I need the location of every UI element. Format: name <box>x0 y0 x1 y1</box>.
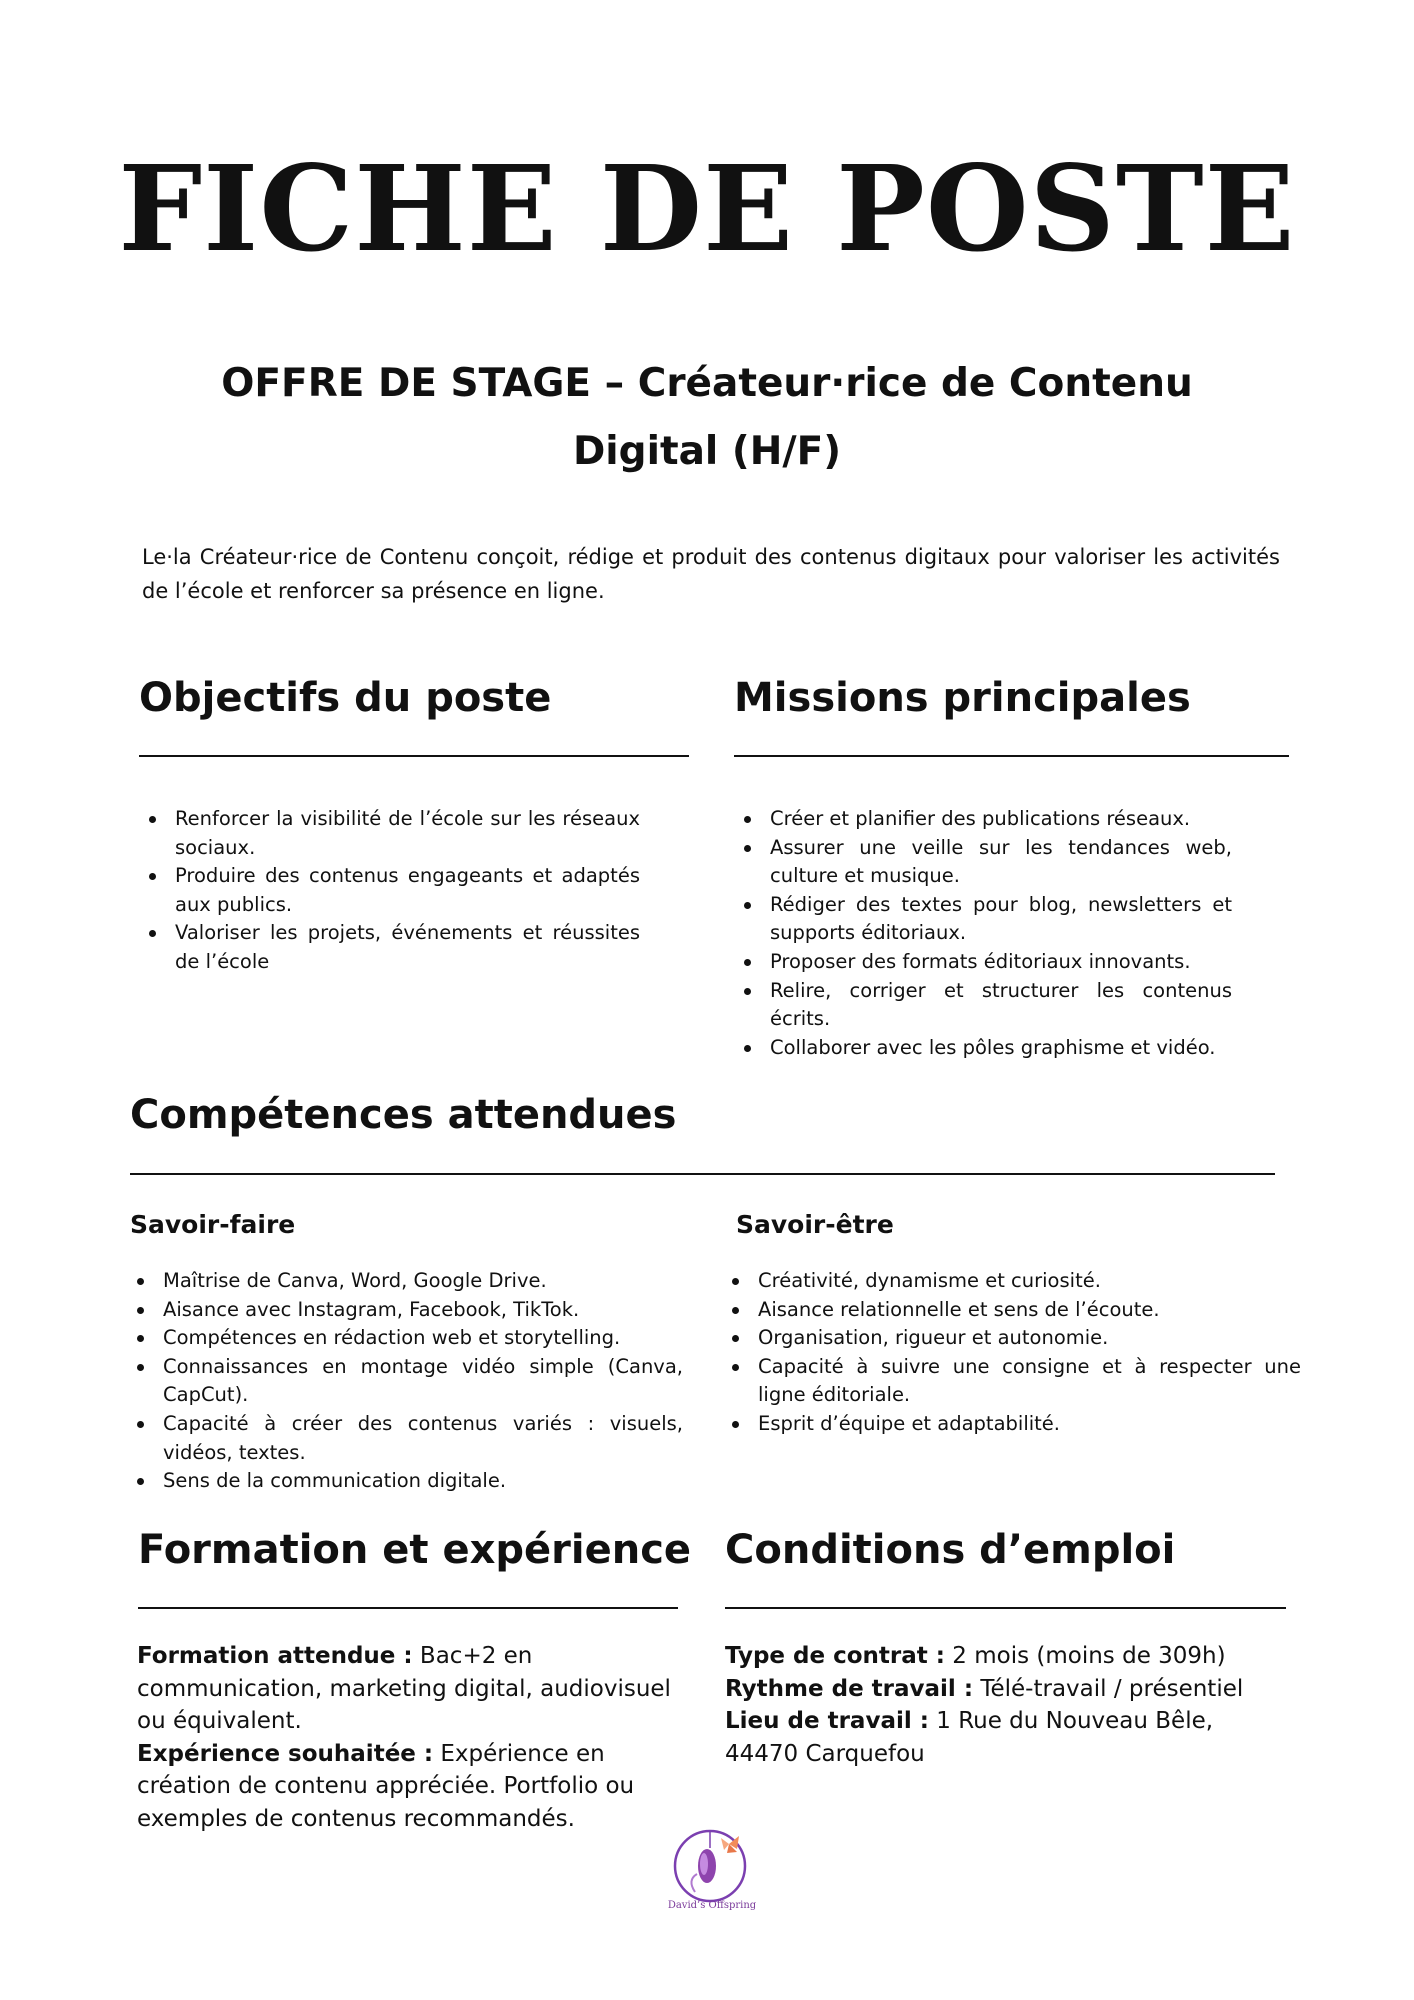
formation-divider <box>138 1607 678 1609</box>
missions-list <box>735 805 1232 1062</box>
rythme-label: Rythme de travail : <box>725 1675 974 1702</box>
conditions-heading: Conditions d’emploi <box>725 1527 1176 1573</box>
list-item: Renforcer la visibilité de l’école sur les réseaux sociaux. <box>140 805 640 862</box>
conditions-paragraph <box>725 1640 1255 1770</box>
missions-heading: Missions principales <box>734 675 1191 721</box>
savoir-faire-heading: Savoir-faire <box>130 1210 296 1239</box>
list-item: Organisation, rigueur et autonomie. <box>723 1324 1301 1353</box>
list-item: Collaborer avec les pôles graphisme et vidéo. <box>735 1034 1232 1063</box>
objectifs-divider <box>139 755 689 757</box>
formation-label: Formation attendue : <box>137 1643 413 1669</box>
list-item: Valoriser les projets, événements et réussites de l’école <box>140 919 640 976</box>
objectifs-heading: Objectifs du poste <box>139 675 552 721</box>
savoir-etre-list <box>723 1267 1301 1439</box>
list-item: Sens de la communication digitale. <box>128 1467 683 1496</box>
subtitle-line-2: Digital (H/F) <box>572 429 842 474</box>
formation-value: Bac+2 en communication, marketing digital, audiovisuel ou équivalent. <box>137 1643 671 1734</box>
savoir-faire-list <box>128 1267 683 1496</box>
logo-wordmark: David’s Offspring <box>667 1900 757 1911</box>
list-item: Créer et planifier des publications réseaux. <box>735 805 1232 834</box>
experience-label: Expérience souhaitée : <box>137 1740 434 1767</box>
subtitle-line-1: OFFRE DE STAGE – Créateur·rice de Contenu <box>221 361 1193 406</box>
objectifs-list <box>140 805 640 977</box>
missions-divider <box>734 755 1289 757</box>
formation-heading: Formation et expérience <box>138 1527 692 1573</box>
experience-value: Expérience en création de contenu appréciée. Portfolio ou exemples de contenus recommandés. <box>137 1740 635 1832</box>
formation-paragraph <box>137 1640 697 1835</box>
intro-paragraph: Le·la Créateur·rice de Contenu conçoit, rédige et produit des contenus digitaux pour valoriser les activités de l’école et renforcer sa présence en ligne. <box>142 545 1280 603</box>
list-item: Maîtrise de Canva, Word, Google Drive. <box>128 1267 683 1296</box>
list-item: Capacité à suivre une consigne et à respecter une ligne éditoriale. <box>723 1353 1301 1410</box>
list-item: Aisance avec Instagram, Facebook, TikTok. <box>128 1296 683 1325</box>
list-item: Connaissances en montage vidéo simple (Canva, CapCut). <box>128 1353 683 1410</box>
list-item: Capacité à créer des contenus variés : visuels, vidéos, textes. <box>128 1410 683 1467</box>
competences-heading: Compétences attendues <box>130 1092 677 1138</box>
list-item: Aisance relationnelle et sens de l’écoute. <box>723 1296 1301 1325</box>
savoir-etre-heading: Savoir-être <box>736 1210 894 1239</box>
conditions-divider <box>725 1607 1286 1609</box>
list-item: Proposer des formats éditoriaux innovants. <box>735 948 1232 977</box>
butterfly-cocoon-logo-icon <box>667 1822 757 1912</box>
lieu-label: Lieu de travail : <box>725 1708 929 1734</box>
contrat-label: Type de contrat : <box>725 1643 945 1669</box>
competences-divider <box>130 1173 1275 1175</box>
list-item: Créativité, dynamisme et curiosité. <box>723 1267 1301 1296</box>
list-item: Compétences en rédaction web et storytelling. <box>128 1324 683 1353</box>
list-item: Relire, corriger et structurer les contenus écrits. <box>735 977 1232 1034</box>
rythme-value: Télé-travail / présentiel <box>973 1675 1244 1702</box>
job-subtitle <box>170 350 1244 486</box>
page-title: FICHE DE POSTE <box>118 139 1296 278</box>
list-item: Esprit d’équipe et adaptabilité. <box>723 1410 1301 1439</box>
contrat-value: 2 mois (moins de 309h) <box>944 1643 1226 1669</box>
list-item: Produire des contenus engageants et adaptés aux publics. <box>140 862 640 919</box>
lieu-value: 1 Rue du Nouveau Bêle, 44470 Carquefou <box>725 1708 1214 1767</box>
list-item: Assurer une veille sur les tendances web, culture et musique. <box>735 834 1232 891</box>
list-item: Rédiger des textes pour blog, newsletters et supports éditoriaux. <box>735 891 1232 948</box>
